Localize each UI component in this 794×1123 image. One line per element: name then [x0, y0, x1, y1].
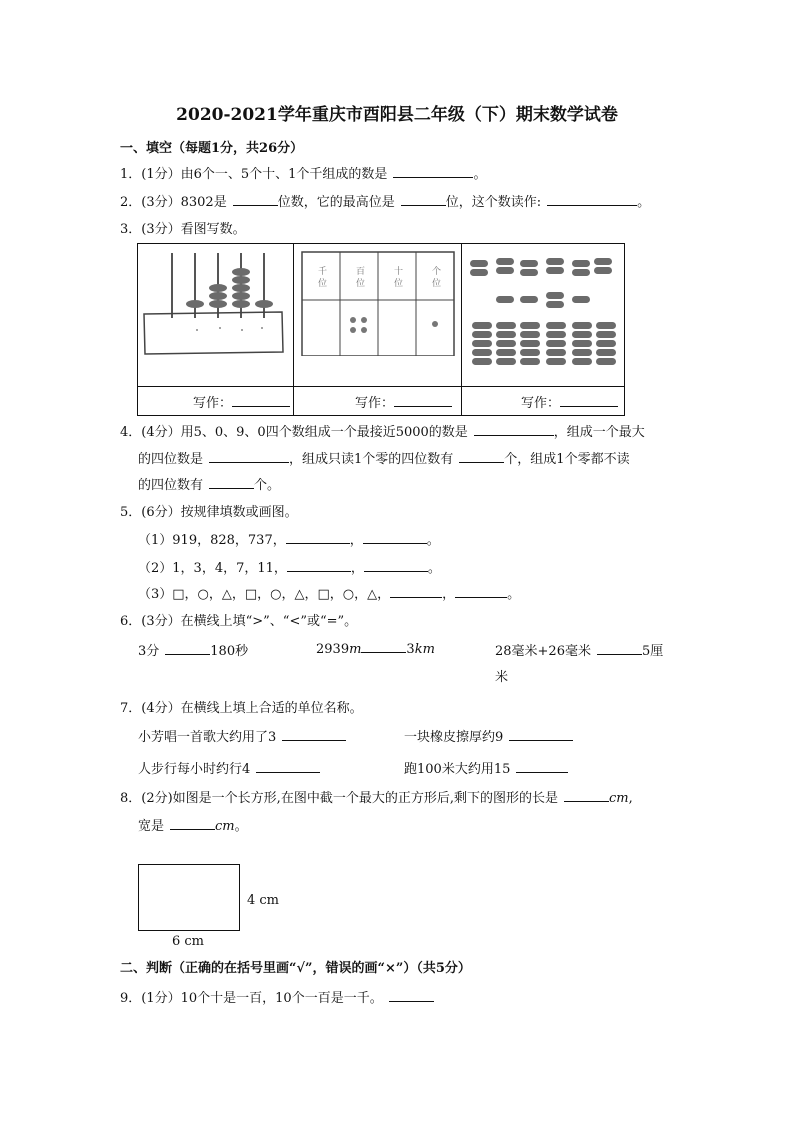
answer-blank[interactable] — [389, 989, 434, 1002]
rectangle-figure — [138, 864, 240, 931]
question-4-line-2: 的四位数是 ，组成只读1个零的四位数有 个，组成1个零都不读 — [138, 452, 630, 467]
compare-2: 2939m 3km — [316, 642, 435, 657]
picture-table: 千 位 百 位 十 位 个 位 写作： 写作： 写作： — [137, 243, 625, 416]
answer-blank[interactable] — [282, 728, 346, 741]
question-4-line-3: 的四位数有 个。 — [138, 478, 281, 493]
answer-blank[interactable] — [364, 559, 428, 572]
unit-item-3: 人步行每小时约行4 — [138, 758, 320, 777]
question-5-part-3: （3）□，○，△，□，○，△，□，○，△， ， 。 — [138, 587, 521, 602]
answer-blank[interactable] — [390, 585, 442, 598]
caption-2: 写作： — [355, 392, 452, 411]
question-3: 3．(3分）看图写数。 — [120, 222, 246, 237]
caption-1: 写作： — [193, 392, 290, 411]
answer-blank[interactable] — [287, 559, 351, 572]
compare-3-wrap: 米 — [495, 670, 509, 685]
answer-blank[interactable] — [516, 760, 568, 773]
answer-blank[interactable] — [564, 789, 609, 802]
answer-blank[interactable] — [474, 423, 554, 436]
answer-blank[interactable] — [165, 642, 210, 655]
answer-blank[interactable] — [459, 450, 504, 463]
question-8-line-2: 宽是 cm。 — [138, 819, 248, 834]
answer-blank[interactable] — [401, 193, 446, 206]
question-6: 6．(3分）在横线上填“>”、“<”或“=”。 — [120, 614, 358, 629]
answer-blank[interactable] — [361, 640, 406, 653]
unit-item-1: 小芳唱一首歌大约用了3 — [138, 726, 346, 745]
answer-blank[interactable] — [233, 193, 278, 206]
answer-blank[interactable] — [455, 585, 507, 598]
answer-blank[interactable] — [509, 728, 573, 741]
caption-3: 写作： — [521, 392, 618, 411]
unit-item-2: 一块橡皮擦厚约9 — [404, 726, 573, 745]
question-2: 2．(3分）8302是 位数，它的最高位是 位，这个数读作: 。 — [120, 195, 651, 210]
answer-blank[interactable] — [256, 760, 320, 773]
answer-blank[interactable] — [286, 531, 350, 544]
question-8-line-1: 8．(2分)如图是一个长方形,在图中截一个最大的正方形后,剩下的图形的长是 cm, — [120, 791, 633, 806]
compare-1: 3分 180秒 — [138, 644, 249, 659]
answer-blank[interactable] — [363, 531, 427, 544]
unit-item-4: 跑100米大约用15 — [404, 758, 568, 777]
answer-blank[interactable] — [393, 165, 473, 178]
question-1: 1．(1分）由6个一、5个十、1个千组成的数是 。 — [120, 167, 487, 182]
answer-blank[interactable] — [394, 394, 452, 407]
question-4-line-1: 4．(4分）用5、0、9、0四个数组成一个最接近5000的数是 ，组成一个最大 — [120, 425, 645, 440]
question-5-part-1: （1）919，828，737， ， 。 — [138, 533, 440, 548]
answer-blank[interactable] — [547, 193, 637, 206]
answer-blank[interactable] — [560, 394, 618, 407]
rectangle-height-label: 4 cm — [247, 893, 280, 908]
rectangle-width-label: 6 cm — [172, 934, 205, 949]
question-7: 7．(4分）在横线上填上合适的单位名称。 — [120, 701, 363, 716]
page-title: 2020-2021学年重庆市酉阳县二年级（下）期末数学试卷 — [176, 105, 618, 125]
section-fill-in-heading: 一、填空（每题1分，共26分） — [120, 141, 304, 156]
answer-blank[interactable] — [597, 642, 642, 655]
compare-3: 28毫米+26毫米 5厘 — [495, 644, 664, 659]
answer-blank[interactable] — [232, 394, 290, 407]
question-1-text: 1．(1分）由6个一、5个十、1个千组成的数是 — [120, 167, 388, 182]
answer-blank[interactable] — [209, 476, 254, 489]
section-judgement-heading: 二、判断（正确的在括号里画“√”，错误的画“×”）（共5分） — [120, 961, 471, 976]
answer-blank[interactable] — [170, 817, 215, 830]
abacus-image — [142, 248, 290, 356]
bead-groups-image — [466, 248, 622, 382]
answer-blank[interactable] — [209, 450, 289, 463]
question-5-part-2: （2）1，3，4，7，11， ， 。 — [138, 561, 441, 576]
question-5: 5．(6分）按规律填数或画图。 — [120, 505, 298, 520]
question-9: 9．(1分）10个十是一百，10个一百是一千。 — [120, 987, 434, 1006]
